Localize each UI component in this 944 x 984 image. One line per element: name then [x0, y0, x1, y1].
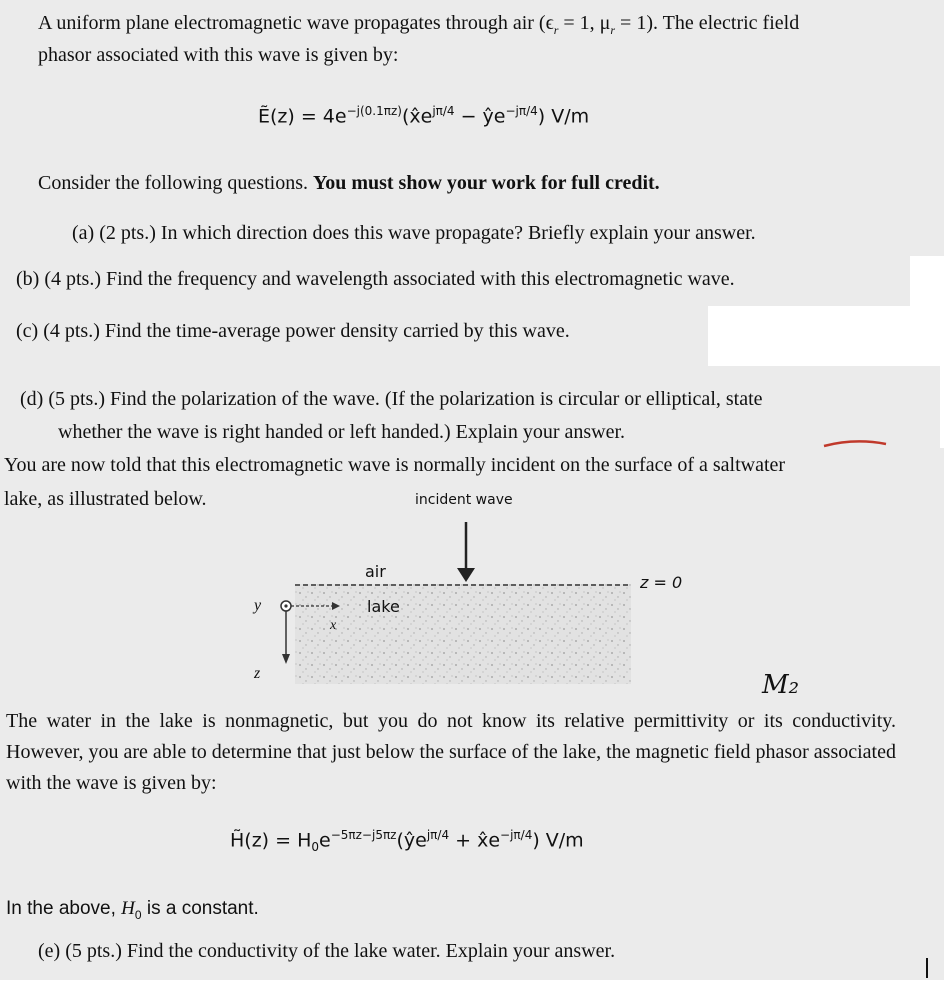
lake-intro-line-2: lake, as illustrated below. — [4, 488, 207, 510]
question-d-line-2: whether the wave is right handed or left handed.) Explain your answer. — [58, 421, 626, 443]
x-axis-label: x — [330, 618, 337, 633]
question-a: (a) (2 pts.) In which direction does this wave propagate? Briefly explain your answer. — [72, 222, 756, 244]
intro-line-2: phasor associated with this wave is given by: — [38, 44, 399, 66]
question-d-line-1: (d) (5 pts.) Find the polarization of the wave. (If the polarization is circular or elliptical, state — [20, 388, 763, 410]
intro-line-1: A uniform plane electromagnetic wave propagates through air ($\epsilon_r = 1$, $\mu_r = 1$). The electric field — [38, 12, 800, 37]
handwritten-note: M₂ — [762, 670, 800, 700]
air-label: air — [365, 562, 386, 581]
magnetic-field-equation: H̃(z) = $H_0e^{-5\pi z-j5\pi z}(ŷe^{j\pi/4}$ + $x̂e^{-j\pi/4}$) V/m — [230, 828, 584, 855]
lake-label: lake — [367, 597, 400, 616]
cursor-mark — [926, 958, 928, 978]
question-c: (c) (4 pts.) Find the time-average power density carried by this wave. — [16, 320, 570, 342]
electric-field-equation: Ẽ(z) = $4e^{-j(0.1\pi z)}(x̂e^{j\pi/4}$ − $ŷe^{-j\pi/4}$) V/m — [258, 104, 590, 128]
consider-instruction: Consider the following questions. You must show your work for full credit. — [38, 172, 660, 194]
z-axis-label: z — [254, 665, 261, 682]
incident-wave-label: incident wave — [415, 492, 513, 508]
incident-arrow-head — [457, 568, 475, 582]
lake-intro-line-1: You are now told that this electromagnetic wave is normally incident on the surface of a saltwater — [4, 454, 786, 476]
lake-region — [295, 584, 631, 684]
z-zero-label: z = 0 — [640, 573, 683, 592]
gray-band-top — [0, 0, 944, 256]
y-axis-label: y — [254, 597, 262, 614]
red-pen-mark — [820, 436, 890, 450]
question-e: (e) (5 pts.) Find the conductivity of the lake water. Explain your answer. — [38, 940, 616, 962]
constant-note: In the above, $H_0$ is a constant. — [6, 898, 259, 922]
question-b: (b) (4 pts.) Find the frequency and wavelength associated with this electromagnetic wave. — [16, 268, 735, 290]
lake-diagram — [250, 518, 690, 698]
water-paragraph: The water in the lake is nonmagnetic, but you do not know its relative permittivity or its conductivity. However, you are able to determine that just below the surface of the lake, the magnetic field phasor associated with the wave is given by: — [6, 710, 896, 794]
